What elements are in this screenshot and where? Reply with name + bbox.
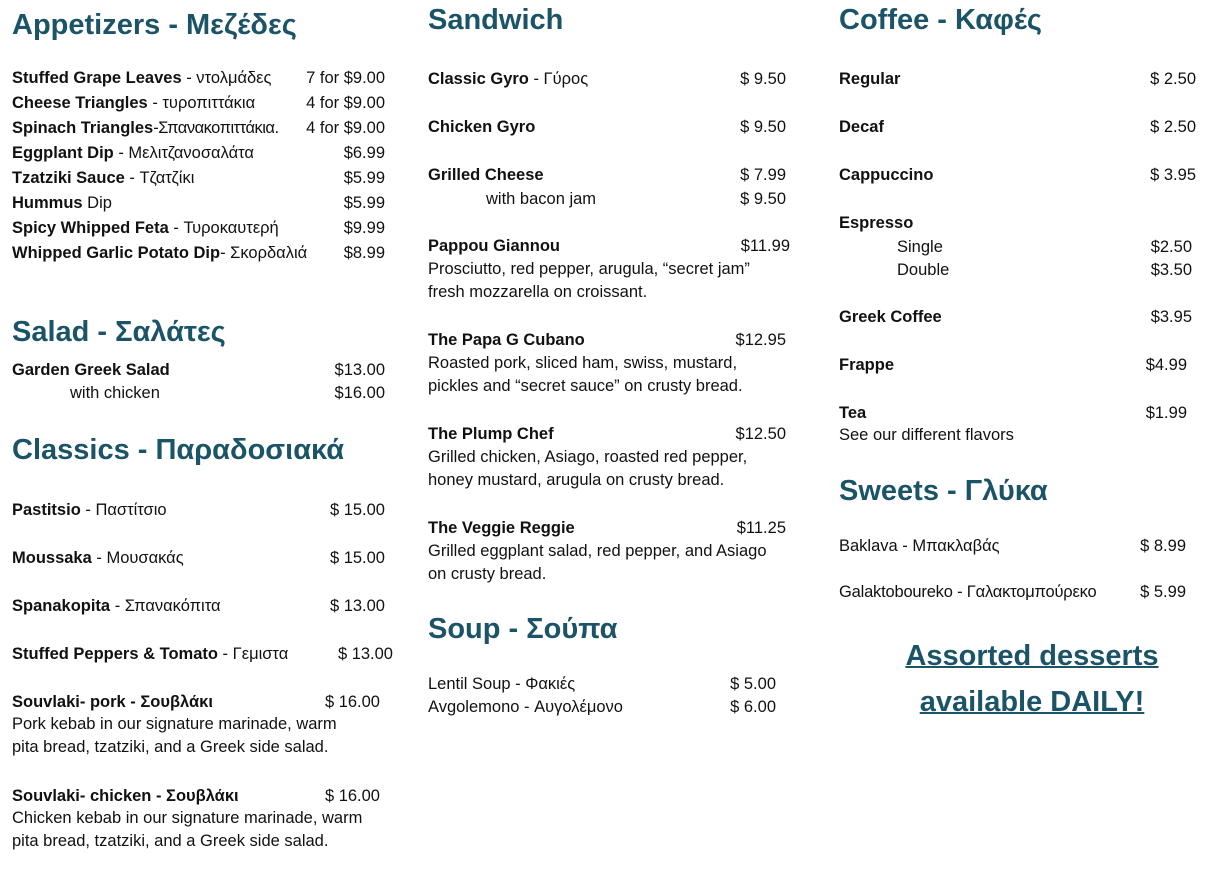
- item-description: pita bread, tzatziki, and a Greek side salad.: [12, 832, 329, 850]
- item-price: $ 5.99: [1140, 583, 1186, 601]
- menu-item: [12, 118, 279, 138]
- item-price: $ 2.50: [1150, 70, 1196, 88]
- item-price: $12.95: [735, 331, 786, 349]
- item-desc: - Σκορδαλιά: [220, 244, 308, 262]
- item-option: Single: [897, 238, 943, 256]
- item-description: Pork kebab in our signature marinade, warm: [12, 715, 337, 733]
- promo-line-1: Assorted desserts: [905, 640, 1159, 672]
- promo-line-2: available DAILY!: [919, 686, 1145, 718]
- item-price: $ 3.95: [1150, 166, 1196, 184]
- menu-item: Galaktoboureko - Γαλακτομπούρεκο: [839, 583, 1097, 601]
- item-desc: - Σπανακόπιτα: [110, 597, 221, 615]
- menu-item: [839, 355, 894, 375]
- item-price: $ 2.50: [1150, 118, 1196, 136]
- item-description: Grilled eggplant salad, red pepper, and Asiago: [428, 542, 767, 560]
- menu-item: [428, 117, 535, 137]
- menu-item: [839, 307, 942, 327]
- item-price: $ 9.50: [740, 70, 786, 88]
- item-name: Stuffed Grape Leaves: [12, 69, 182, 87]
- menu-item: [12, 68, 272, 88]
- item-name: Chicken Gyro: [428, 118, 536, 136]
- item-description: honey mustard, arugula on crusty bread.: [428, 471, 725, 489]
- menu-item: [12, 786, 239, 806]
- item-price: $6.99: [343, 144, 385, 162]
- menu-item: [428, 236, 560, 256]
- item-price: $ 7.99: [740, 166, 786, 184]
- item-name: The Papa G Cubano: [428, 331, 585, 349]
- item-desc: - Γύρος: [528, 70, 589, 88]
- item-price: $11.25: [736, 519, 786, 537]
- menu-item: [428, 424, 554, 444]
- item-price: $12.50: [735, 425, 786, 443]
- menu-item: [12, 644, 288, 664]
- item-name: Moussaka: [12, 549, 92, 567]
- menu-item: Baklava - Μπακλαβάς: [839, 537, 1000, 555]
- item-name: Tea: [839, 404, 867, 422]
- item-name: Eggplant Dip: [12, 144, 114, 162]
- item-name: Tzatziki Sauce: [12, 169, 125, 187]
- menu-item: [12, 218, 279, 238]
- item-desc: - Τυροκαυτερή: [168, 219, 279, 237]
- item-name: Espresso: [839, 214, 914, 232]
- item-name: Frappe: [839, 356, 895, 374]
- item-description: Roasted pork, sliced ham, swiss, mustard,: [428, 354, 738, 372]
- item-desc: - Μελιτζανοσαλάτα: [113, 144, 254, 162]
- item-description: Chicken kebab in our signature marinade, warm: [12, 809, 363, 827]
- item-desc: - Γεμιστα: [217, 645, 289, 663]
- item-desc: - Παστίτσιο: [80, 501, 167, 519]
- item-price: $ 15.00: [329, 549, 385, 567]
- item-price: $5.99: [343, 194, 385, 212]
- item-price: $5.99: [343, 169, 385, 187]
- item-desc: - Τζατζίκι: [124, 169, 195, 187]
- sweets-heading: Sweets - Γλύκα: [839, 475, 1048, 507]
- menu-item: [428, 69, 588, 89]
- item-desc: - τυροπιττάκια: [147, 94, 256, 112]
- item-price: $2.50: [1150, 238, 1192, 256]
- item-price: $13.00: [334, 361, 385, 379]
- menu-item: [839, 117, 884, 137]
- salad-heading: Salad - Σαλάτες: [12, 316, 226, 348]
- item-price: $9.99: [343, 219, 385, 237]
- item-price: $ 16.00: [324, 693, 380, 711]
- item-price: 4 for $9.00: [306, 119, 385, 137]
- item-price: $ 9.50: [740, 190, 786, 208]
- item-price: $11.99: [740, 237, 790, 255]
- menu-item: [428, 165, 544, 185]
- item-name: Spinach Triangles: [12, 119, 154, 137]
- item-name: Grilled Cheese: [428, 166, 544, 184]
- item-description: pita bread, tzatziki, and a Greek side salad.: [12, 738, 329, 756]
- item-description: pickles and “secret sauce” on crusty bread.: [428, 377, 743, 395]
- menu-item: [12, 243, 307, 263]
- item-price: $ 16.00: [324, 787, 380, 805]
- menu-item: [12, 93, 255, 113]
- item-price: 7 for $9.00: [306, 69, 385, 87]
- menu-item: [12, 168, 194, 188]
- item-price: 4 for $9.00: [306, 94, 385, 112]
- menu-item: [12, 193, 112, 213]
- menu-item: [428, 518, 575, 538]
- item-price: $ 8.99: [1140, 537, 1186, 555]
- item-price: $8.99: [343, 244, 385, 262]
- item-price: $ 9.50: [740, 118, 786, 136]
- coffee-heading: Coffee - Καφές: [839, 4, 1043, 36]
- item-name: The Plump Chef: [428, 425, 554, 443]
- menu-item: [839, 69, 900, 89]
- item-name: Spicy Whipped Feta: [12, 219, 169, 237]
- item-price: $4.99: [1145, 356, 1187, 374]
- menu-item: [12, 596, 221, 616]
- item-option: with bacon jam: [486, 190, 597, 208]
- item-name: Classic Gyro: [428, 70, 529, 88]
- item-name: Spanakopita: [12, 597, 111, 615]
- item-price: $ 5.00: [730, 675, 776, 693]
- menu-item: [839, 403, 866, 423]
- item-price: $ 13.00: [329, 597, 385, 615]
- item-description: Grilled chicken, Asiago, roasted red pepper,: [428, 448, 748, 466]
- item-name: Pastitsio: [12, 501, 81, 519]
- item-name: Whipped Garlic Potato Dip: [12, 244, 221, 262]
- item-price: $1.99: [1145, 404, 1187, 422]
- item-name: Souvlaki- chicken - Σουβλάκι: [12, 787, 239, 805]
- soup-heading: Soup - Σούπα: [428, 613, 618, 645]
- item-desc: Dip: [82, 194, 112, 212]
- classics-heading: Classics - Παραδοσιακά: [12, 434, 345, 466]
- item-name: Garden Greek Salad: [12, 361, 170, 379]
- sandwich-heading: Sandwich: [428, 4, 564, 36]
- menu-item: Avgolemono - Αυγολέμονο: [428, 698, 623, 716]
- item-option: Double: [897, 261, 950, 279]
- menu-item: [12, 143, 254, 163]
- item-name: Cheese Triangles: [12, 94, 148, 112]
- appetizers-heading: Appetizers - Μεζέδες: [12, 9, 297, 41]
- item-name: Regular: [839, 70, 901, 88]
- menu-item: [12, 360, 170, 380]
- menu-item: [12, 692, 213, 712]
- item-name: Pappou Giannou: [428, 237, 560, 255]
- item-name: Souvlaki- pork - Σουβλάκι: [12, 693, 213, 711]
- item-name: Hummus: [12, 194, 83, 212]
- item-description: fresh mozzarella on croissant.: [428, 283, 648, 301]
- item-desc: - Μουσακάς: [91, 549, 184, 567]
- menu-item: [839, 165, 933, 185]
- item-price: $ 6.00: [730, 698, 776, 716]
- item-price: $3.95: [1150, 308, 1192, 326]
- item-description: See our different flavors: [839, 426, 1014, 444]
- item-price: $3.50: [1150, 261, 1192, 279]
- item-option: with chicken: [70, 384, 160, 402]
- item-desc: -Σπανακοπιττάκια.: [153, 119, 279, 137]
- item-name: The Veggie Reggie: [428, 519, 575, 537]
- item-name: Decaf: [839, 118, 884, 136]
- item-price: $16.00: [334, 384, 385, 402]
- menu-item: [12, 500, 167, 520]
- menu-item: Lentil Soup - Φακιές: [428, 675, 576, 693]
- item-description: Prosciutto, red pepper, arugula, “secret jam”: [428, 260, 750, 278]
- item-name: Greek Coffee: [839, 308, 942, 326]
- menu-item: [428, 330, 585, 350]
- menu-item: [12, 548, 184, 568]
- item-name: Stuffed Peppers & Tomato: [12, 645, 218, 663]
- menu-item: [839, 213, 913, 233]
- item-name: Cappuccino: [839, 166, 934, 184]
- item-desc: - ντολμάδες: [181, 69, 272, 87]
- item-price: $ 15.00: [329, 501, 385, 519]
- item-description: on crusty bread.: [428, 565, 547, 583]
- item-price: $ 13.00: [337, 645, 393, 663]
